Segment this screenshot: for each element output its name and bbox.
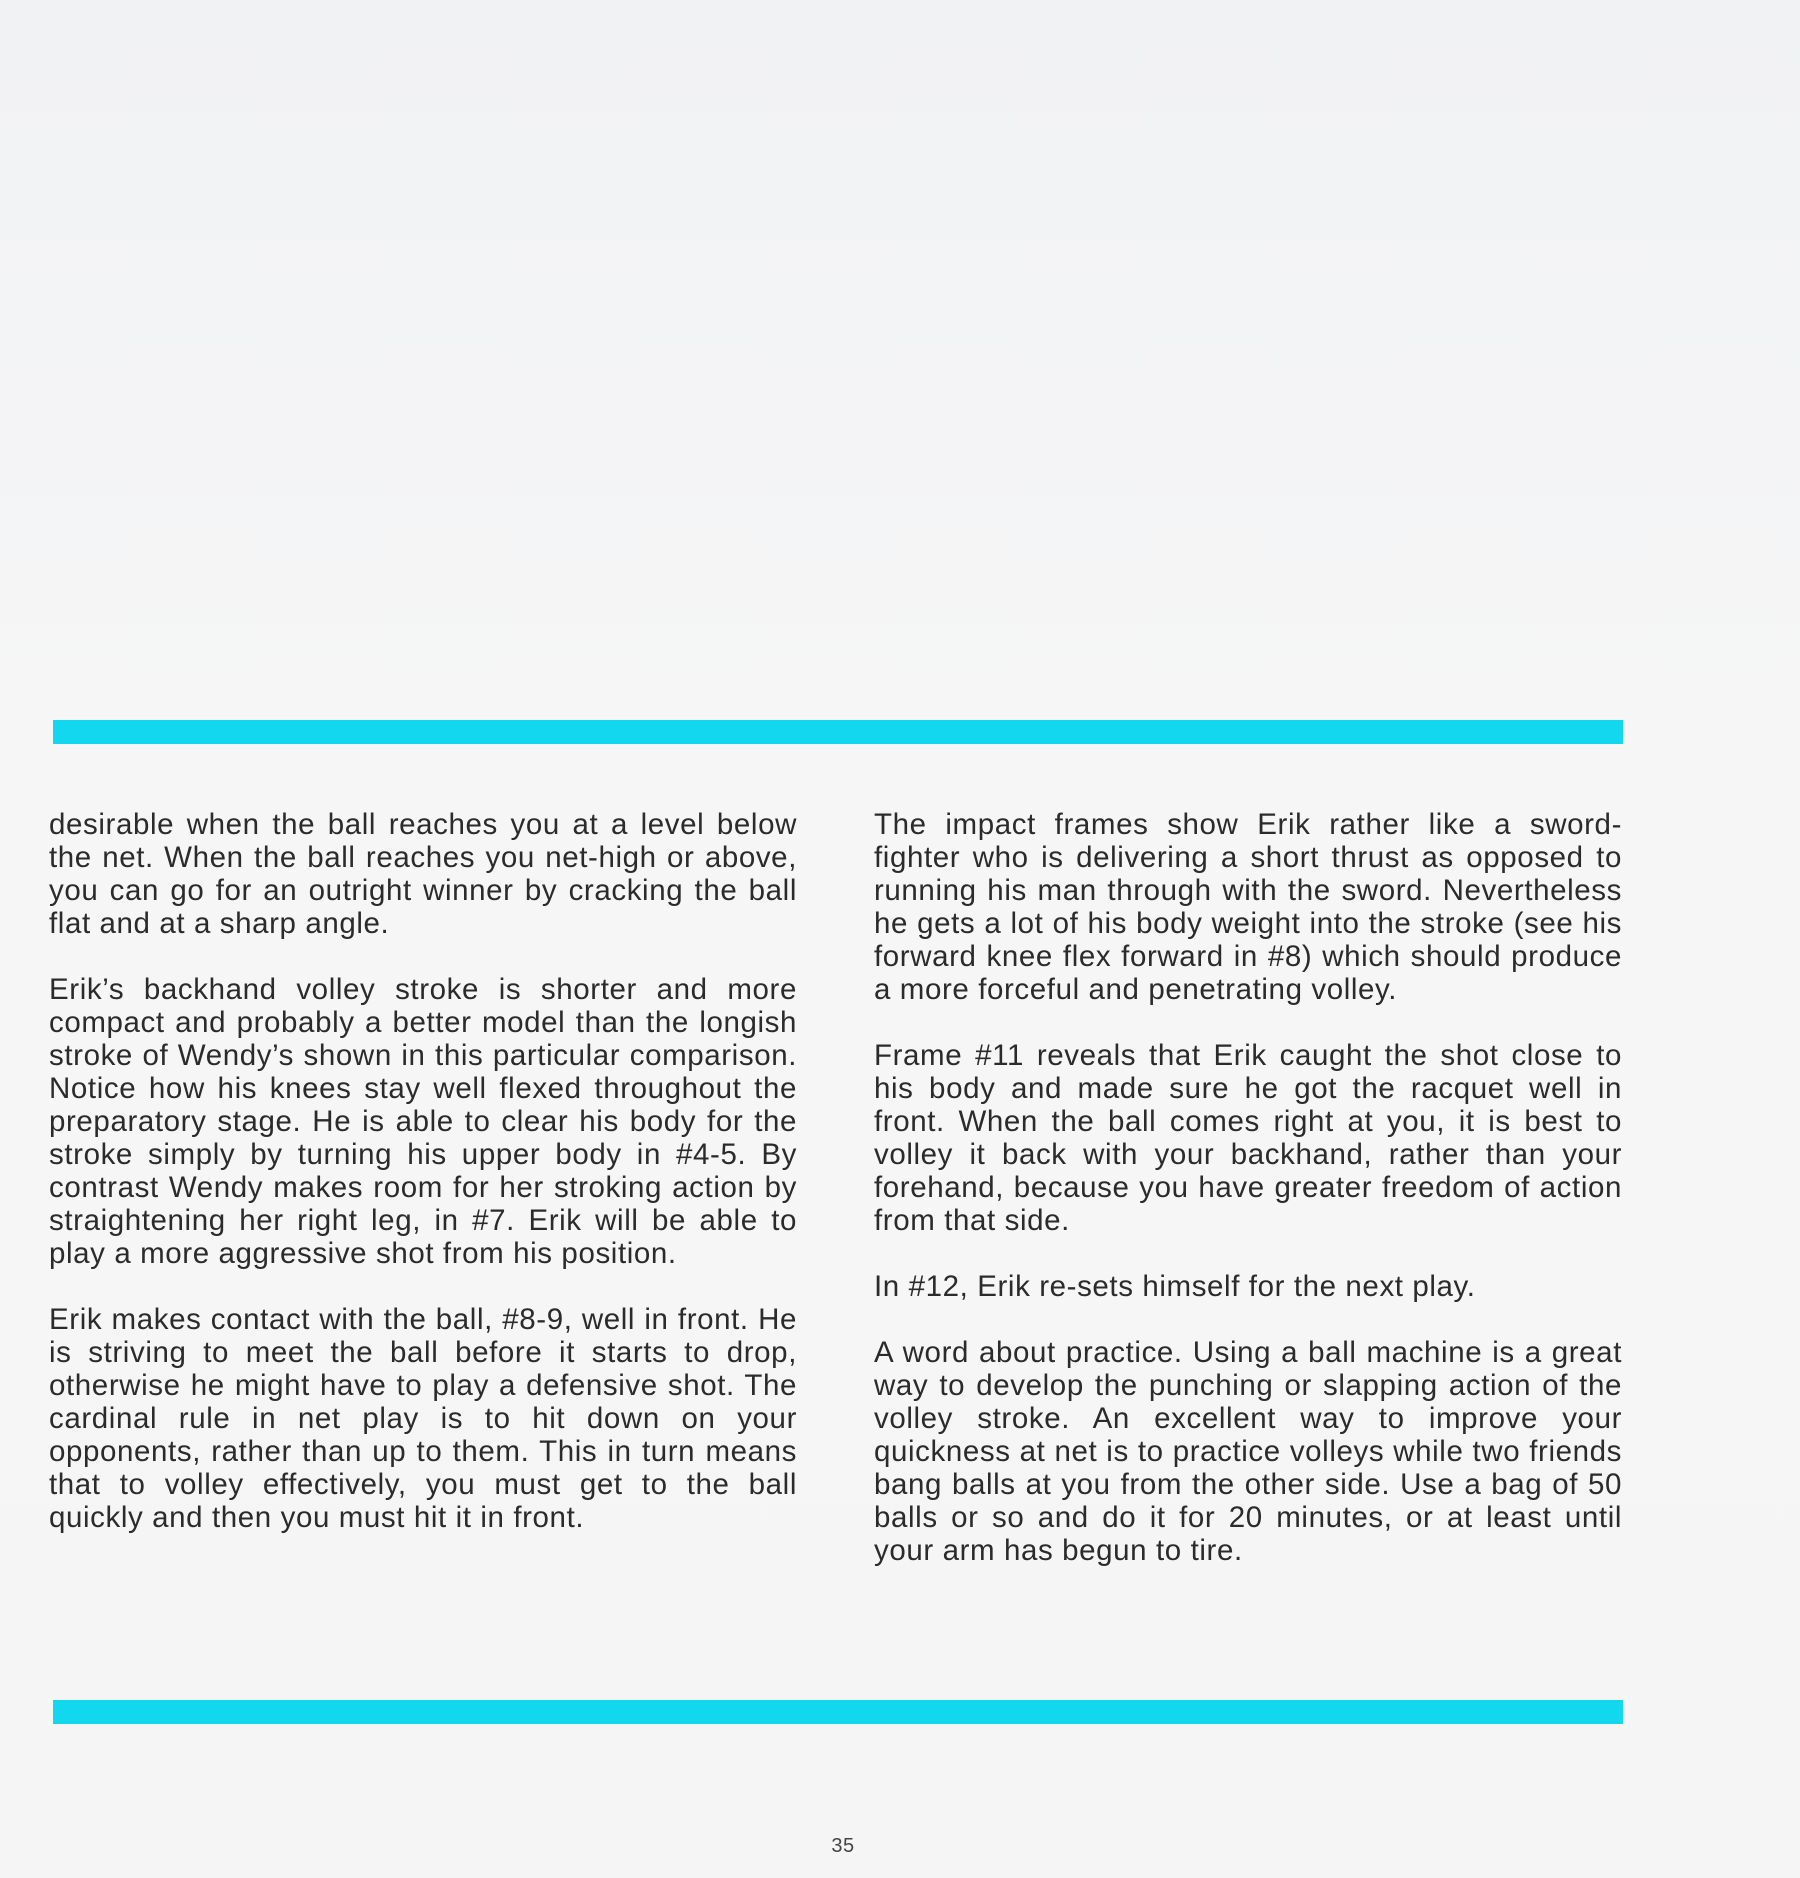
top-cyan-rule <box>53 720 1623 744</box>
paragraph: desirable when the ball reaches you at a level below the net. When the ball reaches you net-high or above, you can go for an outright winner by cracking the ball flat and at a sharp angle. <box>49 808 797 940</box>
paragraph: The impact frames show Erik rather like a sword-fighter who is delivering a short thrust as opposed to running his man through with the sword. Nevertheless he gets a lot of his body weight into the stroke (see his forward knee flex forward in #8) which should produce a more forceful and penetrating volley. <box>874 808 1622 1006</box>
right-text-column <box>874 808 1622 1600</box>
paragraph: Frame #11 reveals that Erik caught the shot close to his body and made sure he got the racquet well in front. When the ball comes right at you, it is best to volley it back with your backhand, rather than your forehand, because you have greater freedom of action from that side. <box>874 1039 1622 1237</box>
paragraph: A word about practice. Using a ball machine is a great way to develop the punching or slapping action of the volley stroke. An excellent way to improve your quickness at net is to practice volleys while two friends bang balls at you from the other side. Use a bag of 50 balls or so and do it for 20 minutes, or at least until your arm has begun to tire. <box>874 1336 1622 1567</box>
left-text-column <box>49 808 797 1567</box>
paragraph: In #12, Erik re-sets himself for the next play. <box>874 1270 1476 1303</box>
bottom-cyan-rule <box>53 1700 1623 1724</box>
page-number: 35 <box>831 1835 855 1857</box>
paragraph: Erik makes contact with the ball, #8-9, well in front. He is striving to meet the ball before it starts to drop, otherwise he might have to play a defensive shot. The cardinal rule in net play is to hit down on your opponents, rather than up to them. This in turn means that to volley effectively, you must get to the ball quickly and then you must hit it in front. <box>49 1303 797 1534</box>
paragraph: Erik’s backhand volley stroke is shorter and more compact and probably a better model than the longish stroke of Wendy’s shown in this particular comparison. Notice how his knees stay well flexed throughout the preparatory stage. He is able to clear his body for the stroke simply by turning his upper body in #4-5. By contrast Wendy makes room for her stroking action by straightening her right leg, in #7. Erik will be able to play a more aggressive shot from his position. <box>49 973 797 1270</box>
